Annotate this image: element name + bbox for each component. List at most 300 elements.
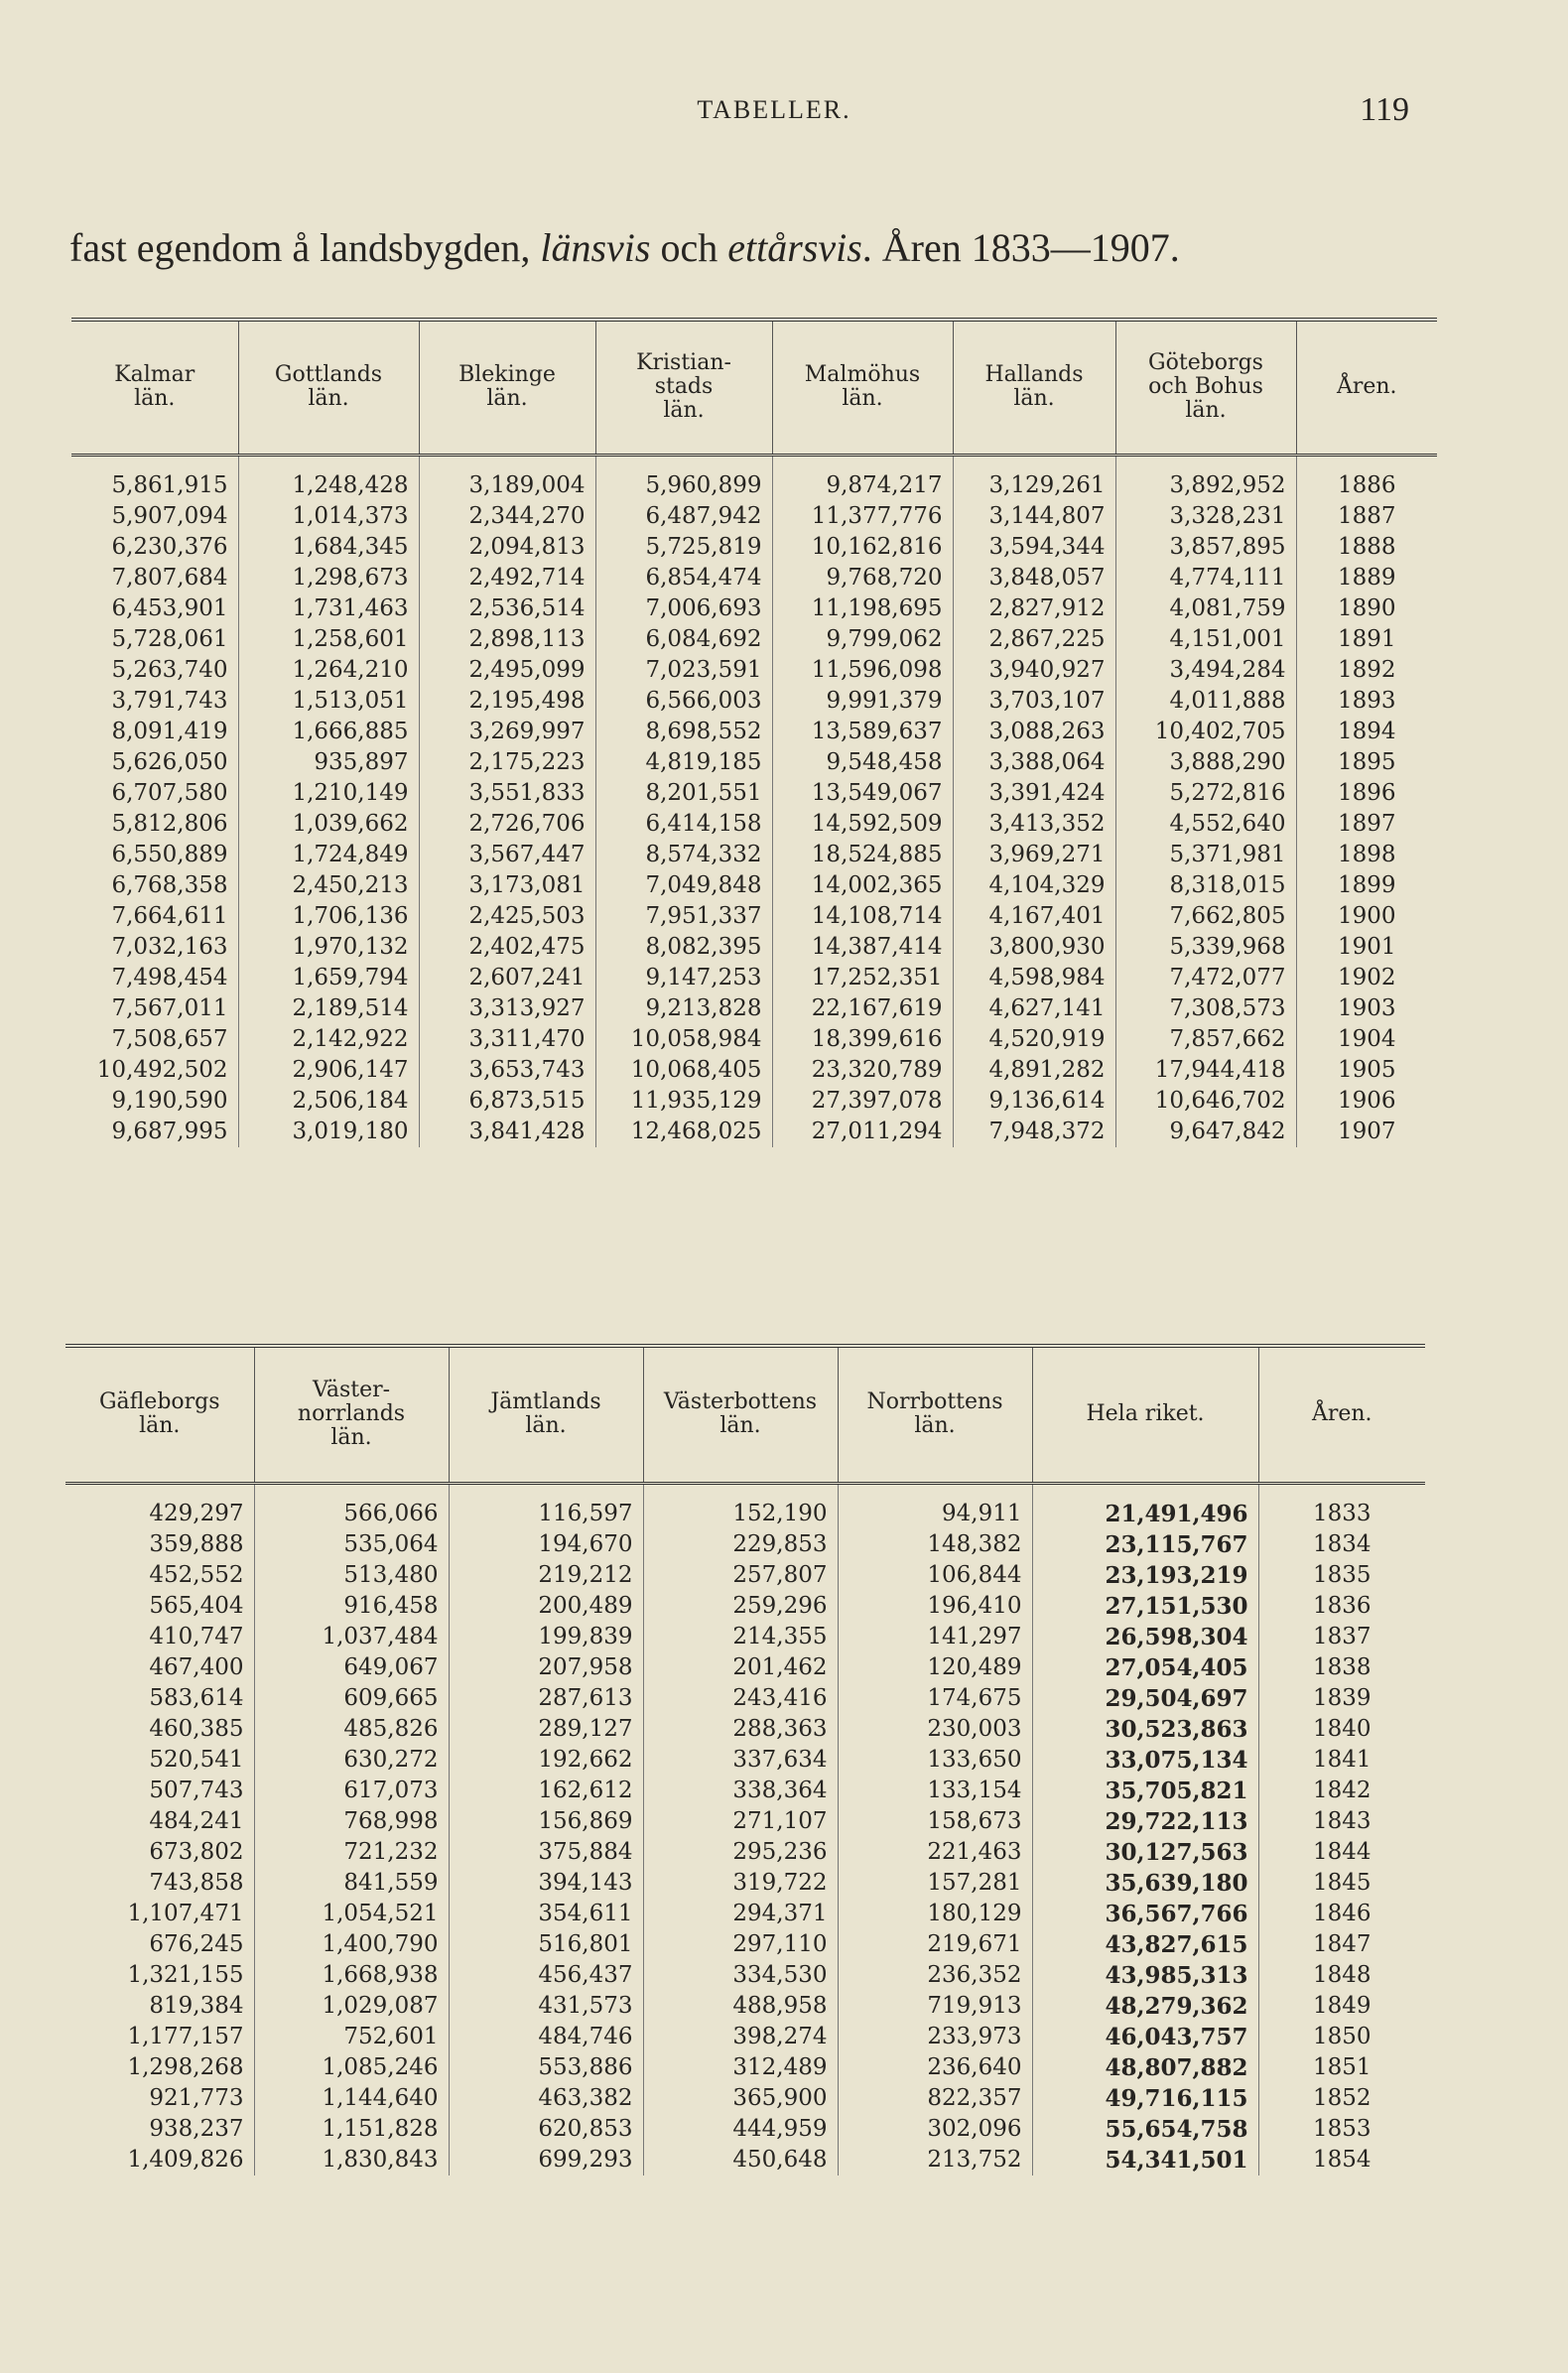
value-cell: 6,550,889 xyxy=(111,841,228,867)
caption-text-3: . Åren 1833—1907. xyxy=(861,225,1180,270)
value-cell: 54,341,501 xyxy=(1032,2145,1258,2175)
value-cell: 3,269,997 xyxy=(419,717,595,747)
value-cell: 2,495,099 xyxy=(419,655,595,686)
value-cell: 3,791,743 xyxy=(111,687,228,714)
value-cell: 4,774,111 xyxy=(1115,563,1296,593)
value-cell: 6,453,901 xyxy=(111,594,228,621)
value-cell: 10,646,702 xyxy=(1115,1086,1296,1117)
column-header-göteborgs: Göteborgs och Bohus län. xyxy=(1115,320,1296,455)
table-counties-1886-1907 xyxy=(71,318,1437,1147)
column-header-åren: Åren. xyxy=(1296,320,1437,455)
value-cell: 1,666,885 xyxy=(238,717,419,747)
value-cell: 7,948,372 xyxy=(953,1117,1115,1147)
value-cell: 18,524,885 xyxy=(772,840,953,870)
value-cell: 294,371 xyxy=(643,1899,838,1929)
value-cell: 4,598,984 xyxy=(953,963,1115,993)
value-cell: 4,011,888 xyxy=(1115,686,1296,717)
value-cell: 6,230,376 xyxy=(111,533,228,560)
value-cell: 3,328,231 xyxy=(1115,501,1296,532)
value-cell: 2,536,514 xyxy=(419,593,595,624)
table-row xyxy=(71,624,1437,655)
caption-italic-2: ettårsvis xyxy=(727,225,862,270)
value-cell: 133,650 xyxy=(838,1745,1032,1776)
value-cell: 3,567,447 xyxy=(419,840,595,870)
value-cell: 2,827,912 xyxy=(953,593,1115,624)
value-cell: 566,066 xyxy=(254,1499,449,1529)
value-cell: 7,508,657 xyxy=(111,1025,228,1052)
year-cell: 1898 xyxy=(1296,840,1437,870)
running-head: TABELLER. xyxy=(697,95,851,124)
value-cell: 48,279,362 xyxy=(1032,1991,1258,2022)
value-cell: 620,853 xyxy=(449,2114,643,2145)
value-cell: 743,858 xyxy=(149,1869,244,1896)
value-cell: 488,958 xyxy=(643,1991,838,2022)
year-cell: 1896 xyxy=(1296,778,1437,809)
value-cell: 6,854,474 xyxy=(595,563,772,593)
year-cell: 1835 xyxy=(1258,1560,1425,1591)
value-cell: 1,029,087 xyxy=(254,1991,449,2022)
value-cell: 3,391,424 xyxy=(953,778,1115,809)
value-cell: 3,129,261 xyxy=(953,470,1115,501)
value-cell: 4,520,919 xyxy=(953,1024,1115,1055)
value-cell: 394,143 xyxy=(449,1868,643,1899)
column-header-kalmar: Kalmar län. xyxy=(114,362,196,412)
year-cell: 1886 xyxy=(1296,470,1437,501)
value-cell: 3,703,107 xyxy=(953,686,1115,717)
value-cell: 174,675 xyxy=(838,1683,1032,1714)
spacer-cell xyxy=(449,1483,643,1499)
table-row xyxy=(71,1086,1437,1117)
value-cell: 13,549,067 xyxy=(772,778,953,809)
value-cell: 938,237 xyxy=(149,2115,244,2142)
column-header-norrbottens: Norrbottens län. xyxy=(838,1346,1032,1483)
value-cell: 180,129 xyxy=(838,1899,1032,1929)
year-cell: 1846 xyxy=(1258,1899,1425,1929)
value-cell: 221,463 xyxy=(838,1837,1032,1868)
value-cell: 7,498,454 xyxy=(111,964,228,990)
value-cell: 116,597 xyxy=(449,1499,643,1529)
value-cell: 22,167,619 xyxy=(772,993,953,1024)
value-cell: 444,959 xyxy=(643,2114,838,2145)
value-cell: 13,589,637 xyxy=(772,717,953,747)
value-cell: 2,492,714 xyxy=(419,563,595,593)
value-cell: 841,559 xyxy=(254,1868,449,1899)
year-cell: 1844 xyxy=(1258,1837,1425,1868)
value-cell: 5,861,915 xyxy=(111,471,228,498)
value-cell: 33,075,134 xyxy=(1032,1745,1258,1776)
value-cell: 14,108,714 xyxy=(772,901,953,932)
page-number: 119 xyxy=(1360,91,1409,128)
value-cell: 431,573 xyxy=(449,1991,643,2022)
table-row xyxy=(65,1745,1425,1776)
spacer-cell xyxy=(254,1483,449,1499)
year-cell: 1904 xyxy=(1296,1024,1437,1055)
value-cell: 2,189,514 xyxy=(238,993,419,1024)
value-cell: 916,458 xyxy=(254,1591,449,1622)
table-row xyxy=(65,2022,1425,2052)
value-cell: 156,869 xyxy=(449,1806,643,1837)
table-row xyxy=(65,1929,1425,1960)
value-cell: 236,640 xyxy=(838,2052,1032,2083)
value-cell: 3,311,470 xyxy=(419,1024,595,1055)
value-cell: 1,706,136 xyxy=(238,901,419,932)
value-cell: 1,177,157 xyxy=(127,2023,244,2049)
value-cell: 5,812,806 xyxy=(111,810,228,837)
spacer-cell xyxy=(838,1483,1032,1499)
value-cell: 27,151,530 xyxy=(1032,1591,1258,1622)
value-cell: 768,998 xyxy=(254,1806,449,1837)
table-row xyxy=(71,470,1437,501)
year-cell: 1845 xyxy=(1258,1868,1425,1899)
value-cell: 11,198,695 xyxy=(772,593,953,624)
value-cell: 2,906,147 xyxy=(238,1055,419,1086)
value-cell: 9,647,842 xyxy=(1115,1117,1296,1147)
spacer-cell xyxy=(71,455,238,470)
value-cell: 23,115,767 xyxy=(1032,1529,1258,1560)
value-cell: 1,970,132 xyxy=(238,932,419,963)
value-cell: 338,364 xyxy=(643,1776,838,1806)
value-cell: 1,659,794 xyxy=(238,963,419,993)
value-cell: 1,409,826 xyxy=(127,2146,244,2173)
value-cell: 450,648 xyxy=(643,2145,838,2175)
value-cell: 14,387,414 xyxy=(772,932,953,963)
year-cell: 1841 xyxy=(1258,1745,1425,1776)
value-cell: 120,489 xyxy=(838,1652,1032,1683)
spacer-cell xyxy=(65,1483,254,1499)
value-cell: 219,671 xyxy=(838,1929,1032,1960)
value-cell: 565,404 xyxy=(149,1592,244,1619)
table-row xyxy=(71,501,1437,532)
value-cell: 312,489 xyxy=(643,2052,838,2083)
table-row xyxy=(65,1714,1425,1745)
value-cell: 7,308,573 xyxy=(1115,993,1296,1024)
value-cell: 43,827,615 xyxy=(1032,1929,1258,1960)
value-cell: 10,058,984 xyxy=(595,1024,772,1055)
value-cell: 297,110 xyxy=(643,1929,838,1960)
value-cell: 7,049,848 xyxy=(595,870,772,901)
value-cell: 214,355 xyxy=(643,1622,838,1652)
value-cell: 2,506,184 xyxy=(238,1086,419,1117)
value-cell: 14,002,365 xyxy=(772,870,953,901)
value-cell: 257,807 xyxy=(643,1560,838,1591)
value-cell: 1,513,051 xyxy=(238,686,419,717)
value-cell: 200,489 xyxy=(449,1591,643,1622)
value-cell: 3,940,927 xyxy=(953,655,1115,686)
value-cell: 6,414,158 xyxy=(595,809,772,840)
table-row xyxy=(65,1683,1425,1714)
table-row xyxy=(71,1055,1437,1086)
value-cell: 43,985,313 xyxy=(1032,1960,1258,1991)
value-cell: 11,377,776 xyxy=(772,501,953,532)
table-row xyxy=(65,2052,1425,2083)
value-cell: 4,167,401 xyxy=(953,901,1115,932)
value-cell: 8,091,419 xyxy=(111,718,228,744)
year-cell: 1893 xyxy=(1296,686,1437,717)
value-cell: 259,296 xyxy=(643,1591,838,1622)
value-cell: 9,136,614 xyxy=(953,1086,1115,1117)
value-cell: 4,151,001 xyxy=(1115,624,1296,655)
value-cell: 935,897 xyxy=(238,747,419,778)
table-row xyxy=(65,1960,1425,1991)
value-cell: 29,504,697 xyxy=(1032,1683,1258,1714)
value-cell: 8,318,015 xyxy=(1115,870,1296,901)
value-cell: 1,684,345 xyxy=(238,532,419,563)
value-cell: 699,293 xyxy=(449,2145,643,2175)
value-cell: 158,673 xyxy=(838,1806,1032,1837)
value-cell: 10,402,705 xyxy=(1115,717,1296,747)
value-cell: 106,844 xyxy=(838,1560,1032,1591)
value-cell: 9,799,062 xyxy=(772,624,953,655)
value-cell: 484,746 xyxy=(449,2022,643,2052)
year-cell: 1847 xyxy=(1258,1929,1425,1960)
value-cell: 8,201,551 xyxy=(595,778,772,809)
value-cell: 1,258,601 xyxy=(238,624,419,655)
value-cell: 1,039,662 xyxy=(238,809,419,840)
table-row xyxy=(65,1560,1425,1591)
value-cell: 36,567,766 xyxy=(1032,1899,1258,1929)
value-cell: 719,913 xyxy=(838,1991,1032,2022)
value-cell: 8,082,395 xyxy=(595,932,772,963)
year-cell: 1853 xyxy=(1258,2114,1425,2145)
value-cell: 553,886 xyxy=(449,2052,643,2083)
value-cell: 9,147,253 xyxy=(595,963,772,993)
value-cell: 365,900 xyxy=(643,2083,838,2114)
table-row xyxy=(71,932,1437,963)
year-cell: 1850 xyxy=(1258,2022,1425,2052)
column-header-åren: Åren. xyxy=(1258,1346,1425,1483)
value-cell: 3,388,064 xyxy=(953,747,1115,778)
value-cell: 236,352 xyxy=(838,1960,1032,1991)
value-cell: 9,548,458 xyxy=(772,747,953,778)
value-cell: 3,892,952 xyxy=(1115,470,1296,501)
value-cell: 3,088,263 xyxy=(953,717,1115,747)
table-row xyxy=(71,1117,1437,1147)
value-cell: 243,416 xyxy=(643,1683,838,1714)
value-cell: 162,612 xyxy=(449,1776,643,1806)
value-cell: 337,634 xyxy=(643,1745,838,1776)
value-cell: 1,321,155 xyxy=(127,1961,244,1988)
value-cell: 230,003 xyxy=(838,1714,1032,1745)
value-cell: 35,639,180 xyxy=(1032,1868,1258,1899)
table-row xyxy=(71,963,1437,993)
value-cell: 507,743 xyxy=(149,1777,244,1803)
column-header-gäfleborgs: Gäfleborgs län. xyxy=(98,1389,220,1439)
value-cell: 201,462 xyxy=(643,1652,838,1683)
value-cell: 196,410 xyxy=(838,1591,1032,1622)
table-row xyxy=(65,2145,1425,2175)
caption-text-1: fast egendom å landsbygden, xyxy=(69,225,541,270)
value-cell: 287,613 xyxy=(449,1683,643,1714)
value-cell: 2,402,475 xyxy=(419,932,595,963)
table-row xyxy=(71,717,1437,747)
value-cell: 2,195,498 xyxy=(419,686,595,717)
value-cell: 3,594,344 xyxy=(953,532,1115,563)
value-cell: 3,841,428 xyxy=(419,1117,595,1147)
value-cell: 148,382 xyxy=(838,1529,1032,1560)
value-cell: 5,272,816 xyxy=(1115,778,1296,809)
value-cell: 375,884 xyxy=(449,1837,643,1868)
value-cell: 10,068,405 xyxy=(595,1055,772,1086)
year-cell: 1900 xyxy=(1296,901,1437,932)
table-row xyxy=(71,747,1437,778)
year-cell: 1889 xyxy=(1296,563,1437,593)
caption-italic-1: länsvis xyxy=(540,225,651,270)
column-header-väster: Väster- norrlands län. xyxy=(254,1346,449,1483)
year-cell: 1895 xyxy=(1296,747,1437,778)
value-cell: 1,107,471 xyxy=(127,1900,244,1926)
value-cell: 1,668,938 xyxy=(254,1960,449,1991)
year-cell: 1836 xyxy=(1258,1591,1425,1622)
value-cell: 7,951,337 xyxy=(595,901,772,932)
value-cell: 94,911 xyxy=(838,1499,1032,1529)
value-cell: 7,032,163 xyxy=(111,933,228,960)
column-header-hela-riket: Hela riket. xyxy=(1032,1346,1258,1483)
value-cell: 30,523,863 xyxy=(1032,1714,1258,1745)
table-row xyxy=(71,686,1437,717)
table-row xyxy=(71,870,1437,901)
value-cell: 11,935,129 xyxy=(595,1086,772,1117)
year-cell: 1894 xyxy=(1296,717,1437,747)
value-cell: 6,873,515 xyxy=(419,1086,595,1117)
spacer-cell xyxy=(1115,455,1296,470)
value-cell: 1,144,640 xyxy=(254,2083,449,2114)
spacer-cell xyxy=(238,455,419,470)
table-row xyxy=(71,1024,1437,1055)
value-cell: 30,127,563 xyxy=(1032,1837,1258,1868)
value-cell: 29,722,113 xyxy=(1032,1806,1258,1837)
value-cell: 5,728,061 xyxy=(111,625,228,652)
value-cell: 6,084,692 xyxy=(595,624,772,655)
table-row xyxy=(71,563,1437,593)
column-header-västerbottens: Västerbottens län. xyxy=(643,1346,838,1483)
value-cell: 1,400,790 xyxy=(254,1929,449,1960)
value-cell: 26,598,304 xyxy=(1032,1622,1258,1652)
value-cell: 12,468,025 xyxy=(595,1117,772,1147)
table-row xyxy=(71,993,1437,1024)
spacer-cell xyxy=(1296,455,1437,470)
value-cell: 49,716,115 xyxy=(1032,2083,1258,2114)
table-row xyxy=(71,655,1437,686)
table-row xyxy=(65,1991,1425,2022)
value-cell: 398,274 xyxy=(643,2022,838,2052)
spacer-cell xyxy=(419,455,595,470)
table-row xyxy=(65,2083,1425,2114)
value-cell: 583,614 xyxy=(149,1684,244,1711)
year-cell: 1837 xyxy=(1258,1622,1425,1652)
table-row xyxy=(65,1652,1425,1683)
value-cell: 2,450,213 xyxy=(238,870,419,901)
value-cell: 229,853 xyxy=(643,1529,838,1560)
value-cell: 1,830,843 xyxy=(254,2145,449,2175)
value-cell: 3,848,057 xyxy=(953,563,1115,593)
value-cell: 354,611 xyxy=(449,1899,643,1929)
value-cell: 7,807,684 xyxy=(111,564,228,591)
table-row xyxy=(65,1499,1425,1529)
year-cell: 1851 xyxy=(1258,2052,1425,2083)
value-cell: 9,768,720 xyxy=(772,563,953,593)
value-cell: 721,232 xyxy=(254,1837,449,1868)
value-cell: 233,973 xyxy=(838,2022,1032,2052)
value-cell: 3,189,004 xyxy=(419,470,595,501)
value-cell: 2,142,922 xyxy=(238,1024,419,1055)
table-row xyxy=(65,1776,1425,1806)
table-row xyxy=(71,532,1437,563)
value-cell: 8,698,552 xyxy=(595,717,772,747)
table-row xyxy=(71,593,1437,624)
year-cell: 1842 xyxy=(1258,1776,1425,1806)
year-cell: 1897 xyxy=(1296,809,1437,840)
value-cell: 6,487,942 xyxy=(595,501,772,532)
value-cell: 27,397,078 xyxy=(772,1086,953,1117)
value-cell: 456,437 xyxy=(449,1960,643,1991)
table-row xyxy=(65,1806,1425,1837)
table-row xyxy=(65,2114,1425,2145)
value-cell: 630,272 xyxy=(254,1745,449,1776)
value-cell: 513,480 xyxy=(254,1560,449,1591)
year-cell: 1905 xyxy=(1296,1055,1437,1086)
value-cell: 485,826 xyxy=(254,1714,449,1745)
value-cell: 3,144,807 xyxy=(953,501,1115,532)
value-cell: 192,662 xyxy=(449,1745,643,1776)
value-cell: 3,653,743 xyxy=(419,1055,595,1086)
value-cell: 609,665 xyxy=(254,1683,449,1714)
table-northern-counties-1833-1854 xyxy=(65,1344,1425,2175)
value-cell: 4,552,640 xyxy=(1115,809,1296,840)
value-cell: 1,248,428 xyxy=(238,470,419,501)
table-row xyxy=(65,1899,1425,1929)
value-cell: 4,819,185 xyxy=(595,747,772,778)
value-cell: 334,530 xyxy=(643,1960,838,1991)
year-cell: 1833 xyxy=(1258,1499,1425,1529)
value-cell: 1,085,246 xyxy=(254,2052,449,2083)
value-cell: 2,425,503 xyxy=(419,901,595,932)
year-cell: 1849 xyxy=(1258,1991,1425,2022)
column-header-blekinge: Blekinge län. xyxy=(419,320,595,455)
value-cell: 152,190 xyxy=(643,1499,838,1529)
value-cell: 6,768,358 xyxy=(111,871,228,898)
value-cell: 7,006,693 xyxy=(595,593,772,624)
value-cell: 17,944,418 xyxy=(1115,1055,1296,1086)
value-cell: 10,162,816 xyxy=(772,532,953,563)
value-cell: 5,339,968 xyxy=(1115,932,1296,963)
value-cell: 460,385 xyxy=(149,1715,244,1742)
value-cell: 516,801 xyxy=(449,1929,643,1960)
year-cell: 1854 xyxy=(1258,2145,1425,2175)
value-cell: 467,400 xyxy=(149,1653,244,1680)
value-cell: 6,566,003 xyxy=(595,686,772,717)
value-cell: 27,011,294 xyxy=(772,1117,953,1147)
value-cell: 7,472,077 xyxy=(1115,963,1296,993)
value-cell: 23,320,789 xyxy=(772,1055,953,1086)
value-cell: 17,252,351 xyxy=(772,963,953,993)
value-cell: 1,014,373 xyxy=(238,501,419,532)
value-cell: 2,344,270 xyxy=(419,501,595,532)
column-header-jämtlands: Jämtlands län. xyxy=(449,1346,643,1483)
table-row xyxy=(65,1591,1425,1622)
value-cell: 271,107 xyxy=(643,1806,838,1837)
value-cell: 617,073 xyxy=(254,1776,449,1806)
year-cell: 1839 xyxy=(1258,1683,1425,1714)
value-cell: 23,193,219 xyxy=(1032,1560,1258,1591)
value-cell: 2,094,813 xyxy=(419,532,595,563)
value-cell: 46,043,757 xyxy=(1032,2022,1258,2052)
spacer-cell xyxy=(1032,1483,1258,1499)
value-cell: 1,298,673 xyxy=(238,563,419,593)
value-cell: 7,023,591 xyxy=(595,655,772,686)
year-cell: 1848 xyxy=(1258,1960,1425,1991)
column-header-gottlands: Gottlands län. xyxy=(238,320,419,455)
value-cell: 2,607,241 xyxy=(419,963,595,993)
